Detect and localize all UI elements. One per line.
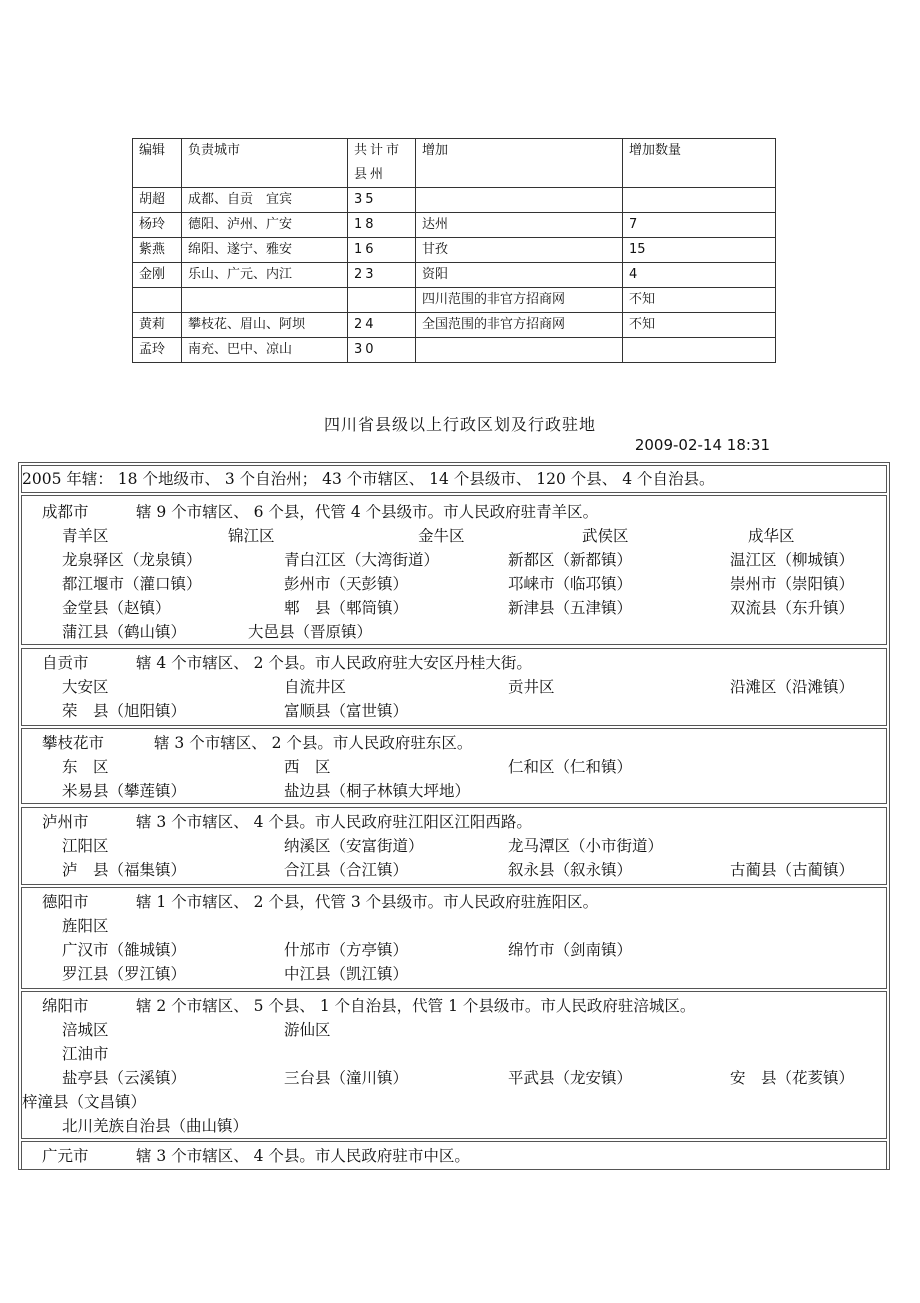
header-editor: 编辑 <box>133 139 182 188</box>
district-item: 金堂县（赵镇） <box>62 599 171 617</box>
city-description: 辖 1 个市辖区、 2 个县，代管 3 个县级市。市人民政府驻旌阳区。 <box>136 893 599 911</box>
table-row <box>133 188 776 213</box>
table-cell: 南充、巴中、凉山 <box>182 338 348 363</box>
header-added-count: 增加数量 <box>623 139 776 188</box>
city-description: 辖 4 个市辖区、 2 个县。市人民政府驻大安区丹桂大街。 <box>136 654 532 672</box>
district-item: 盐边县（桐子林镇大坪地） <box>284 782 471 800</box>
district-item: 双流县（东升镇） <box>730 599 855 617</box>
table-row <box>133 213 776 238</box>
district-item: 罗江县（罗江镇） <box>62 965 187 983</box>
district-item: 梓潼县（文昌镇） <box>22 1093 147 1111</box>
district-item: 叙永县（叙永镇） <box>508 861 633 879</box>
district-item: 西 区 <box>284 758 331 776</box>
table-cell: 7 <box>623 213 776 238</box>
table-cell: 全国范围的非官方招商网 <box>416 313 623 338</box>
table-cell: 15 <box>623 238 776 263</box>
district-item: 绵竹市（剑南镇） <box>508 941 633 959</box>
table-cell: 攀枝花、眉山、阿坝 <box>182 313 348 338</box>
city-section-deyang <box>21 887 887 989</box>
table-cell: 16 <box>348 238 416 263</box>
district-item: 崇州市（崇阳镇） <box>730 575 855 593</box>
district-item: 广汉市（雒城镇） <box>62 941 187 959</box>
table-cell: 不知 <box>623 313 776 338</box>
district-item: 青羊区 <box>62 527 109 545</box>
district-item: 中江县（凯江镇） <box>284 965 409 983</box>
district-item: 郫 县（郫筒镇） <box>284 599 409 617</box>
table-cell: 德阳、泸州、广安 <box>182 213 348 238</box>
district-item: 米易县（攀莲镇） <box>62 782 187 800</box>
district-item: 江油市 <box>62 1045 109 1063</box>
table-cell: 30 <box>348 338 416 363</box>
summary-box <box>21 465 887 493</box>
region-list-frame <box>18 462 890 1170</box>
district-item: 成华区 <box>748 527 795 545</box>
table-cell <box>182 288 348 313</box>
table-cell: 不知 <box>623 288 776 313</box>
summary-text: 2005 年辖： 18 个地级市、 3 个自治州； 43 个市辖区、 14 个县级市、 120 个县、 4 个自治县。 <box>22 470 715 488</box>
district-item: 新津县（五津镇） <box>508 599 633 617</box>
table-cell: 35 <box>348 188 416 213</box>
city-description: 辖 2 个市辖区、 5 个县、 1 个自治县，代管 1 个县级市。市人民政府驻涪城区。 <box>136 997 696 1015</box>
table-cell <box>416 188 623 213</box>
header-cities: 负责城市 <box>182 139 348 188</box>
district-item: 游仙区 <box>284 1021 331 1039</box>
district-item: 富顺县（富世镇） <box>284 702 409 720</box>
table-cell <box>133 288 182 313</box>
district-item: 安 县（花荄镇） <box>730 1069 855 1087</box>
city-name: 攀枝花市 <box>42 734 105 752</box>
district-item: 涪城区 <box>62 1021 109 1039</box>
district-item: 大邑县（晋原镇） <box>248 623 373 641</box>
table-cell: 黄莉 <box>133 313 182 338</box>
district-item: 武侯区 <box>582 527 629 545</box>
district-item: 金牛区 <box>418 527 465 545</box>
table-row <box>133 338 776 363</box>
district-item: 贡井区 <box>508 678 555 696</box>
city-section-luzhou <box>21 807 887 885</box>
table-cell: 紫燕 <box>133 238 182 263</box>
table-cell: 资阳 <box>416 263 623 288</box>
table-header-row <box>133 139 776 188</box>
district-item: 合江县（合江镇） <box>284 861 409 879</box>
table-cell: 4 <box>623 263 776 288</box>
city-name: 泸州市 <box>42 813 89 831</box>
district-item: 泸 县（福集镇） <box>62 861 187 879</box>
district-item: 纳溪区（安富街道） <box>284 837 424 855</box>
city-name: 德阳市 <box>42 893 89 911</box>
district-item: 沿滩区（沿滩镇） <box>730 678 855 696</box>
city-section-chengdu <box>21 495 887 645</box>
document-date: 2009-02-14 18:31 <box>634 436 770 454</box>
city-description: 辖 9 个市辖区、 6 个县，代管 4 个县级市。市人民政府驻青羊区。 <box>136 503 599 521</box>
table-row <box>133 288 776 313</box>
district-item: 青白江区（大湾街道） <box>284 551 440 569</box>
document-title: 四川省县级以上行政区划及行政驻地 <box>323 415 596 434</box>
table-cell: 甘孜 <box>416 238 623 263</box>
district-item: 什邡市（方亭镇） <box>284 941 409 959</box>
city-name: 自贡市 <box>42 654 89 672</box>
district-item: 荣 县（旭阳镇） <box>62 702 187 720</box>
table-cell: 成都、自贡 宜宾 <box>182 188 348 213</box>
city-name: 成都市 <box>42 503 89 521</box>
district-item: 旌阳区 <box>62 917 109 935</box>
table-row <box>133 263 776 288</box>
city-section-guangyuan <box>21 1141 887 1170</box>
city-name: 绵阳市 <box>42 997 89 1015</box>
table-cell <box>623 338 776 363</box>
header-added: 增加 <box>416 139 623 188</box>
district-item: 大安区 <box>62 678 109 696</box>
district-item: 龙泉驿区（龙泉镇） <box>62 551 202 569</box>
district-item: 锦江区 <box>228 527 275 545</box>
district-item: 东 区 <box>62 758 109 776</box>
table-cell: 23 <box>348 263 416 288</box>
table-cell: 孟玲 <box>133 338 182 363</box>
district-item: 平武县（龙安镇） <box>508 1069 633 1087</box>
district-item: 邛崃市（临邛镇） <box>508 575 633 593</box>
table-cell <box>416 338 623 363</box>
district-item: 自流井区 <box>284 678 347 696</box>
district-item: 蒲江县（鹤山镇） <box>62 623 187 641</box>
district-item: 温江区（柳城镇） <box>730 551 855 569</box>
district-item: 盐亭县（云溪镇） <box>62 1069 187 1087</box>
district-item: 仁和区（仁和镇） <box>508 758 633 776</box>
district-item: 新都区（新都镇） <box>508 551 633 569</box>
city-description: 辖 3 个市辖区、 2 个县。市人民政府驻东区。 <box>154 734 473 752</box>
city-description: 辖 3 个市辖区、 4 个县。市人民政府驻市中区。 <box>136 1147 470 1165</box>
table-row <box>133 238 776 263</box>
table-cell <box>348 288 416 313</box>
table-cell <box>623 188 776 213</box>
table-cell: 绵阳、遂宁、雅安 <box>182 238 348 263</box>
district-item: 江阳区 <box>62 837 109 855</box>
table-cell: 杨玲 <box>133 213 182 238</box>
table-cell: 18 <box>348 213 416 238</box>
table-cell: 24 <box>348 313 416 338</box>
city-section-zigong <box>21 648 887 726</box>
district-item: 三台县（潼川镇） <box>284 1069 409 1087</box>
table-cell: 达州 <box>416 213 623 238</box>
header-total: 共计市县州 <box>348 139 416 188</box>
table-cell: 四川范围的非官方招商网 <box>416 288 623 313</box>
city-description: 辖 3 个市辖区、 4 个县。市人民政府驻江阳区江阳西路。 <box>136 813 532 831</box>
district-item: 北川羌族自治县（曲山镇） <box>62 1117 249 1135</box>
editor-assignment-table <box>132 138 776 363</box>
table-cell: 金刚 <box>133 263 182 288</box>
table-row <box>133 313 776 338</box>
district-item: 古蔺县（古蔺镇） <box>730 861 855 879</box>
city-section-mianyang <box>21 991 887 1139</box>
table-cell: 乐山、广元、内江 <box>182 263 348 288</box>
city-name: 广元市 <box>42 1147 89 1165</box>
city-section-panzhihua <box>21 728 887 804</box>
district-item: 彭州市（天彭镇） <box>284 575 409 593</box>
district-item: 都江堰市（灌口镇） <box>62 575 202 593</box>
table-cell: 胡超 <box>133 188 182 213</box>
district-item: 龙马潭区（小市街道） <box>508 837 664 855</box>
